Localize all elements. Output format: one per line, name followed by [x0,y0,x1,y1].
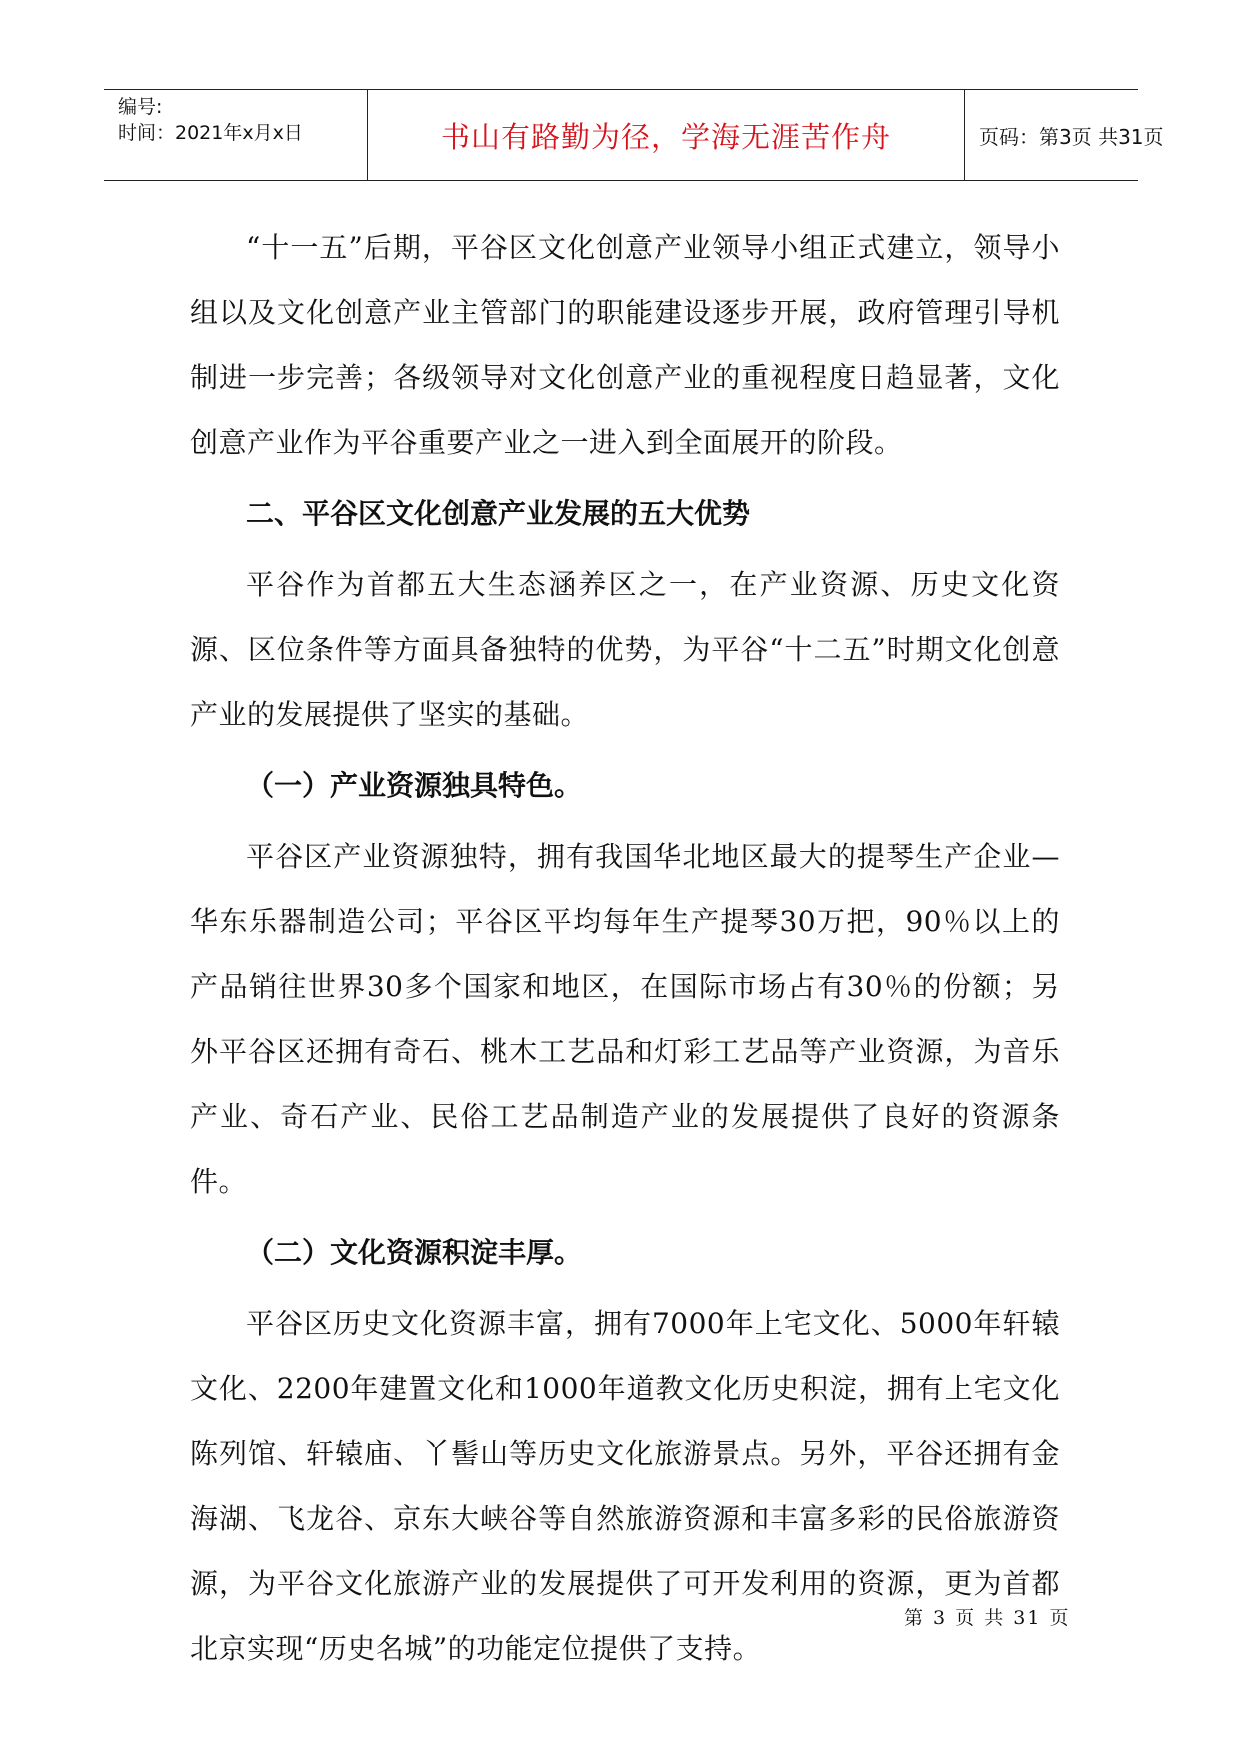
subsection-heading: （一）产业资源独具特色。 [246,769,583,802]
document-time-label: 时间：2021年x月x日 [118,122,303,144]
header-page-cell [964,90,1164,180]
header-motto-cell [368,90,964,180]
document-body [190,215,1060,1687]
document-number-label: 编号: [118,96,163,118]
body-paragraph: 平谷区产业资源独特，拥有我国华北地区最大的提琴生产企业—华东乐器制造公司；平谷区平均每年生产提琴30万把，90％以上的产品销往世界30多个国家和地区，在国际市场占有30％的份额；另外平谷区还拥有奇石、桃木工艺品和灯彩工艺品等产业资源，为音乐产业、奇石产业、民俗工艺品制造产业的发展提供了良好的资源条件。 [190,840,1060,1198]
body-paragraph: 平谷作为首都五大生态涵养区之一，在产业资源、历史文化资源、区位条件等方面具备独特的优势，为平谷“十二五”时期文化创意产业的发展提供了坚实的基础。 [190,568,1060,731]
section-heading: 二、平谷区文化创意产业发展的五大优势 [246,497,751,530]
header-meta-cell [104,90,368,180]
body-paragraph: “十一五”后期，平谷区文化创意产业领导小组正式建立，领导小组以及文化创意产业主管部门的职能建设逐步开展，政府管理引导机制进一步完善；各级领导对文化创意产业的重视程度日趋显著，文化创意产业作为平谷重要产业之一进入到全面展开的阶段。 [190,231,1060,459]
subsection-heading: （二）文化资源积淀丰厚。 [246,1236,583,1269]
document-header [104,89,1164,181]
page-footer: 第 3 页 共 31 页 [904,1607,1071,1629]
body-paragraph: 平谷区历史文化资源丰富，拥有7000年上宅文化、5000年轩辕文化、2200年建置文化和1000年道教文化历史积淀，拥有上宅文化陈列馆、轩辕庙、丫髻山等历史文化旅游景点。另外，平谷还拥有金海湖、飞龙谷、京东大峡谷等自然旅游资源和丰富多彩的民俗旅游资源，为平谷文化旅游产业的发展提供了可开发利用的资源，更为首都北京实现“历史名城”的功能定位提供了支持。 [190,1307,1060,1665]
header-page-number: 页码：第3页 共31页 [979,124,1164,149]
header-motto: 书山有路勤为径，学海无涯苦作舟 [440,119,891,154]
